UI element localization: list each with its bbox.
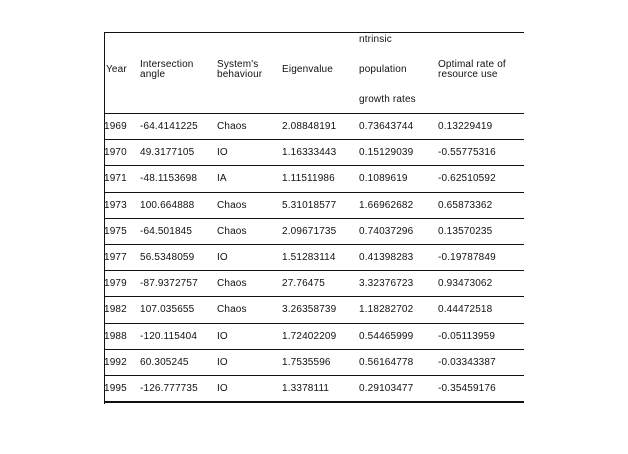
header-year: Year [106, 64, 127, 75]
cell-year: 1971 [104, 173, 127, 185]
cell-growth-rate: 0.41398283 [359, 252, 414, 263]
header-eigenvalue: Eigenvalue [282, 64, 333, 75]
cell-optimal-rate: 0.44472518 [438, 304, 493, 316]
cell-intersection-angle: 100.664888 [140, 199, 195, 211]
header-intrinsic-line3: growth rates [359, 94, 416, 105]
cell-optimal-rate: 0.13570235 [438, 225, 493, 237]
cell-growth-rate: 0.29103477 [359, 383, 414, 394]
row-separator [104, 401, 524, 403]
row-separator [104, 139, 524, 140]
header-intrinsic-line1: ntrinsic [359, 34, 392, 45]
cell-optimal-rate: 0.13229419 [438, 121, 493, 132]
cell-optimal-rate: 0.65873362 [438, 199, 493, 211]
cell-intersection-angle: -87.9372757 [140, 278, 198, 290]
cell-systems-behaviour: IA [217, 173, 227, 185]
cell-eigenvalue: 2.08848191 [282, 121, 337, 132]
cell-systems-behaviour: Chaos [217, 225, 247, 237]
cell-eigenvalue: 1.51283114 [282, 252, 336, 263]
header-systems-behaviour: System's behaviour [217, 59, 263, 80]
cell-growth-rate: 0.1089619 [359, 173, 408, 185]
row-separator [104, 165, 524, 166]
header-intersection-angle: Intersection angle [140, 59, 194, 80]
cell-systems-behaviour: IO [217, 356, 228, 368]
cell-optimal-rate: -0.62510592 [438, 173, 496, 185]
cell-year: 1979 [104, 278, 127, 290]
cell-growth-rate: 3.32376723 [359, 278, 414, 290]
row-separator [104, 323, 524, 324]
cell-growth-rate: 0.74037296 [359, 225, 414, 237]
cell-systems-behaviour: Chaos [217, 278, 247, 290]
cell-growth-rate: 1.18282702 [359, 304, 414, 316]
cell-optimal-rate: 0.93473062 [438, 278, 493, 290]
cell-systems-behaviour: Chaos [217, 199, 247, 211]
header-bottom-rule [104, 113, 524, 114]
cell-eigenvalue: 2.09671735 [282, 225, 337, 237]
row-separator [104, 349, 524, 350]
cell-year: 1970 [104, 147, 127, 159]
cell-year: 1992 [104, 356, 127, 368]
cell-year: 1977 [104, 252, 127, 263]
cell-year: 1982 [104, 304, 127, 316]
cell-year: 1973 [104, 199, 127, 211]
row-separator [104, 270, 524, 271]
cell-growth-rate: 0.56164778 [359, 356, 414, 368]
data-table [104, 32, 524, 404]
row-separator [104, 375, 524, 376]
cell-optimal-rate: -0.19787849 [438, 252, 496, 263]
cell-year: 1995 [104, 383, 127, 394]
header-intrinsic-line2: population [359, 64, 407, 75]
cell-intersection-angle: 107.035655 [140, 304, 195, 316]
cell-intersection-angle: -126.777735 [140, 383, 198, 394]
cell-eigenvalue: 3.26358739 [282, 304, 337, 316]
cell-growth-rate: 0.15129039 [359, 147, 414, 159]
cell-eigenvalue: 1.72402209 [282, 330, 337, 342]
cell-systems-behaviour: IO [217, 383, 228, 394]
row-separator [104, 244, 524, 245]
row-separator [104, 218, 524, 219]
cell-intersection-angle: -120.115404 [140, 330, 198, 342]
cell-intersection-angle: -64.4141225 [140, 121, 198, 132]
cell-systems-behaviour: IO [217, 252, 228, 263]
cell-intersection-angle: 56.5348059 [140, 252, 195, 263]
cell-optimal-rate: -0.03343387 [438, 356, 496, 368]
cell-optimal-rate: -0.05113959 [438, 330, 496, 342]
cell-eigenvalue: 5.31018577 [282, 199, 337, 211]
cell-eigenvalue: 1.11511986 [282, 173, 335, 185]
cell-growth-rate: 0.54465999 [359, 330, 414, 342]
cell-systems-behaviour: Chaos [217, 304, 247, 316]
cell-intersection-angle: -48.1153698 [140, 173, 198, 185]
row-separator [104, 296, 524, 297]
cell-year: 1969 [104, 121, 127, 132]
cell-eigenvalue: 27.76475 [282, 278, 325, 290]
header-optimal-rate: Optimal rate of resource use [438, 59, 506, 80]
cell-growth-rate: 1.66962682 [359, 199, 414, 211]
cell-eigenvalue: 1.16333443 [282, 147, 337, 159]
cell-optimal-rate: -0.55775316 [438, 147, 496, 159]
cell-systems-behaviour: Chaos [217, 121, 247, 132]
cell-intersection-angle: -64.501845 [140, 225, 193, 237]
cell-intersection-angle: 49.3177105 [140, 147, 195, 159]
row-separator [104, 192, 524, 193]
cell-eigenvalue: 1.3378111 [282, 383, 330, 394]
cell-eigenvalue: 1.7535596 [282, 356, 331, 368]
cell-systems-behaviour: IO [217, 330, 228, 342]
cell-systems-behaviour: IO [217, 147, 228, 159]
cell-year: 1988 [104, 330, 127, 342]
cell-intersection-angle: 60.305245 [140, 356, 189, 368]
table-top-rule [104, 32, 524, 33]
cell-growth-rate: 0.73643744 [359, 121, 414, 132]
cell-optimal-rate: -0.35459176 [438, 383, 496, 394]
cell-year: 1975 [104, 225, 127, 237]
